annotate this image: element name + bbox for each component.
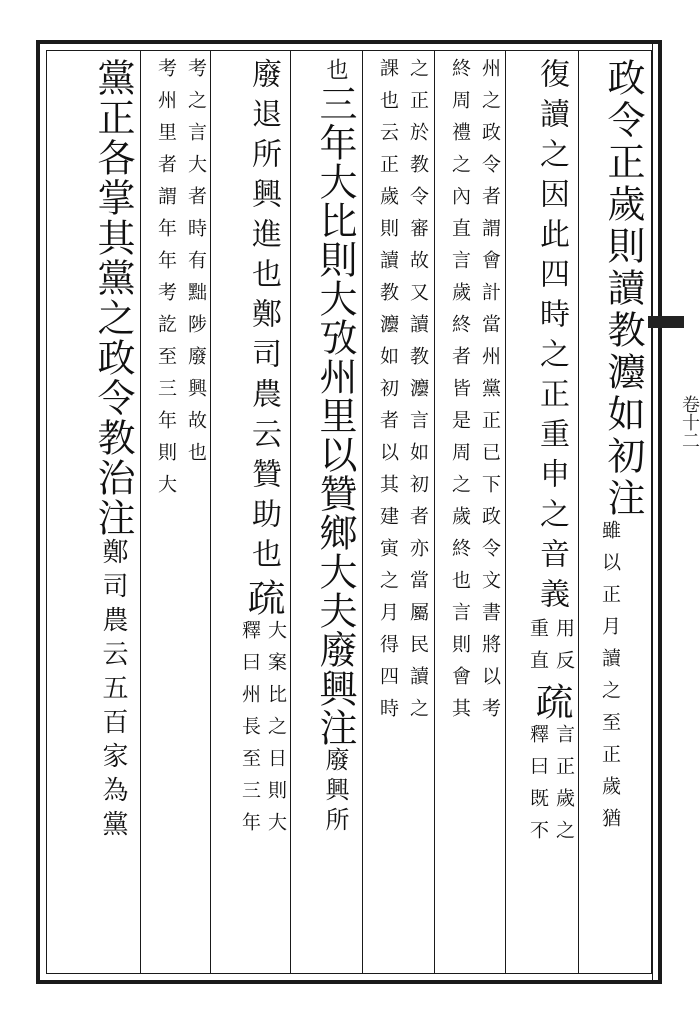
commentary-left: 言正歲之 <box>553 724 575 852</box>
text-column-6 <box>216 58 288 968</box>
column-rule <box>505 50 506 974</box>
commentary-left: 之正於教令審故又讀教灋言如初者亦當屬民讀之 <box>407 58 429 730</box>
commentary-pair <box>148 58 208 506</box>
commentary-text: 鄭司農云五百家為黨 <box>98 538 128 844</box>
column-rule <box>362 50 363 974</box>
commentary-pair <box>524 724 576 852</box>
commentary-left: 大案比之日則大 <box>265 620 287 844</box>
main-text: 黨正各掌其黨之政令教治注 <box>91 58 135 538</box>
commentary-pair <box>442 58 504 730</box>
text-column-1 <box>584 58 648 968</box>
commentary-right: 釋曰既不 <box>527 724 549 852</box>
text-column-8 <box>60 58 138 968</box>
commentary-right: 重直 <box>527 618 549 682</box>
text-column-5 <box>296 58 360 968</box>
main-text: 復讀之因此四時之正重申之音義 <box>534 58 569 618</box>
commentary-pair <box>236 620 288 844</box>
commentary-left: 考之言大者時有黜陟廢興故也 <box>185 58 207 474</box>
commentary-left: 州之政令者謂會計當州黨正已下政令文書將以考 <box>479 58 501 730</box>
column-rule <box>210 50 211 974</box>
column-rule <box>578 50 579 974</box>
commentary-right: 課也云正歲則讀教灋如初者以其建寅之月得四時 <box>377 58 399 730</box>
column-rule <box>290 50 291 974</box>
main-text: 政令正歲則讀教灋如初注 <box>601 58 645 520</box>
main-text: 三年大比則大攷州里以贊鄉大夫廢興注 <box>313 84 357 747</box>
commentary-right: 考州里者謂年年考訖至三年則大 <box>155 58 177 506</box>
column-rule <box>140 50 141 974</box>
commentary-pair <box>524 618 576 682</box>
shu-marker: 疏 <box>529 682 573 724</box>
commentary-right: 雖以正月讀之至正歲猶 <box>599 520 621 840</box>
text-column-2 <box>510 58 576 968</box>
shu-marker: 疏 <box>241 578 285 620</box>
text-column-7 <box>146 58 208 968</box>
juan-label: 卷十二 <box>679 395 700 449</box>
commentary-pair <box>596 520 648 840</box>
commentary-text: 廢退所興進也鄭司農云贊助也 <box>246 58 281 578</box>
commentary-left: 用反 <box>553 618 575 682</box>
facing-page-margin <box>652 40 663 984</box>
text-column-4 <box>368 58 432 968</box>
commentary-right: 終周禮之內直言歲終者皆是周之歲終也言則會其 <box>449 58 471 730</box>
text-column-3 <box>440 58 504 968</box>
commentary-text: 廢興所 <box>321 747 349 837</box>
commentary-right: 釋曰州長至三年 <box>239 620 261 844</box>
head-char: 也 <box>323 58 348 84</box>
fishtail-mark <box>648 316 684 328</box>
commentary-pair <box>370 58 432 730</box>
column-rule <box>434 50 435 974</box>
